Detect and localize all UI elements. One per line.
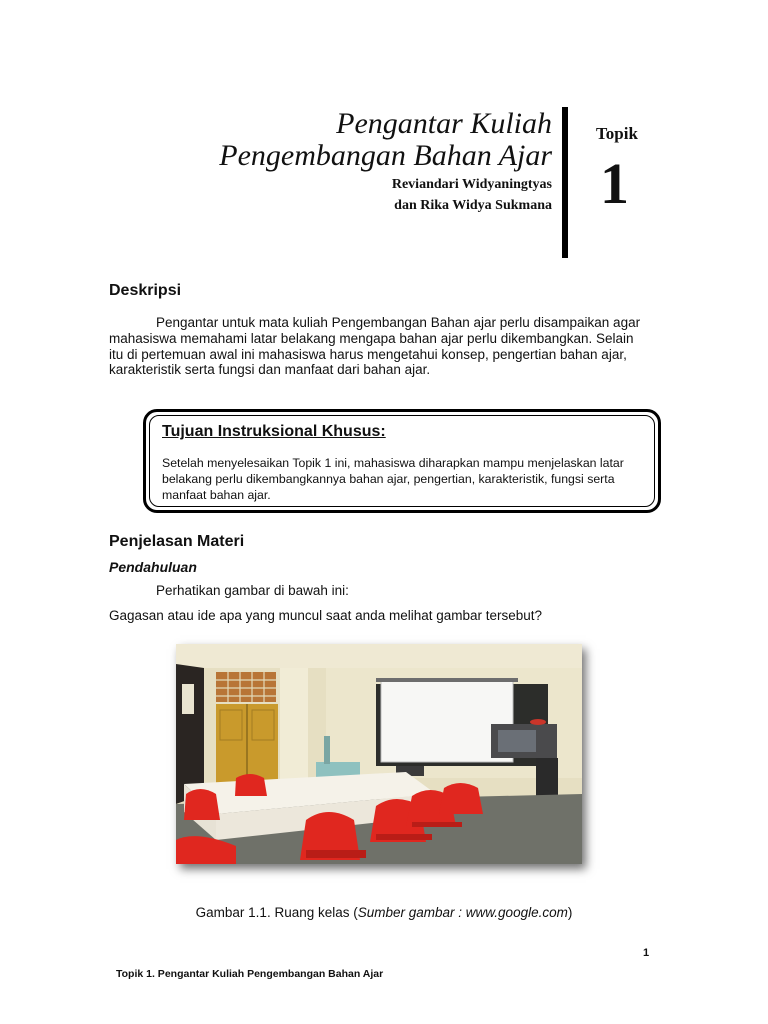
page-number: 1: [643, 947, 650, 959]
deskripsi-line: Pengantar untuk mata kuliah Pengembangan Bahan ajar perlu disampaikan agar: [156, 315, 641, 330]
page-footer: Topik 1. Pengantar Kuliah Pengembangan Bahan Ajar: [116, 968, 384, 980]
caption-source: Sumber gambar : www.google.com: [357, 905, 568, 920]
deskripsi-line: karakteristik serta fungsi dan manfaat dari bahan ajar.: [109, 362, 431, 378]
materi-line-2: Gagasan atau ide apa yang muncul saat anda melihat gambar tersebut?: [109, 608, 543, 623]
topic-label: Topik: [596, 124, 638, 143]
caption-suffix: ): [567, 905, 573, 920]
deskripsi-line: itu di pertemuan awal ini mahasiswa harus mengetahui konsep, pengertian bahan ajar,: [109, 346, 627, 362]
figure-caption: [0, 905, 768, 920]
deskripsi-heading: Deskripsi: [109, 282, 182, 299]
header-divider: [562, 107, 568, 258]
tujuan-line: manfaat bahan ajar.: [162, 488, 271, 502]
deskripsi-paragraph: [109, 315, 669, 378]
deskripsi-line: mahasiswa memahami latar belakang mengapa bahan ajar perlu dikembangkan. Selain: [109, 330, 634, 346]
title-line-1: Pengantar Kuliah: [336, 107, 552, 140]
caption-prefix: Gambar 1.1. Ruang kelas (: [195, 905, 358, 920]
materi-heading: Penjelasan Materi: [109, 533, 245, 550]
author-line-1: Reviandari Widyaningtyas: [391, 177, 552, 192]
tujuan-line: belakang perlu dikembangkannya bahan ajar, pengertian, karakteristik, fungsi serta: [162, 472, 615, 486]
topic-number: 1: [600, 151, 629, 216]
author-line-2: dan Rika Widya Sukmana: [394, 198, 552, 213]
materi-line-1: Perhatikan gambar di bawah ini:: [156, 583, 349, 598]
classroom-photo: [176, 644, 582, 864]
tujuan-body: [162, 455, 646, 503]
tujuan-title: Tujuan Instruksional Khusus:: [162, 423, 386, 440]
title-line-2: Pengembangan Bahan Ajar: [219, 139, 552, 172]
materi-subheading: Pendahuluan: [109, 559, 197, 575]
tujuan-line: Setelah menyelesaikan Topik 1 ini, mahasiswa diharapkan mampu menjelaskan latar: [162, 456, 624, 470]
